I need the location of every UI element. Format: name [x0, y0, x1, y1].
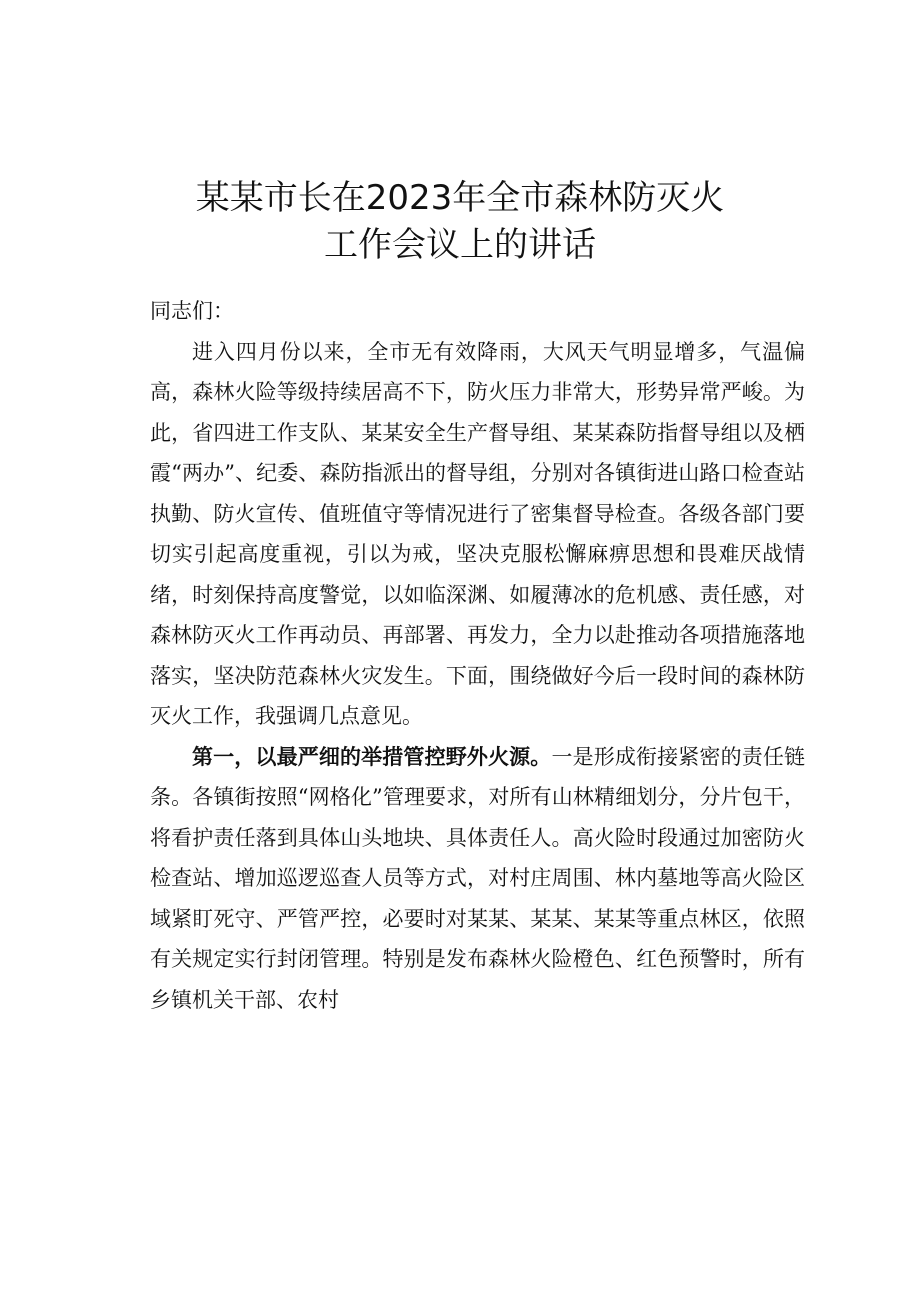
document-title — [120, 175, 800, 269]
paragraph-2 — [150, 737, 805, 1021]
title-line-2: 工作会议上的讲话 — [324, 224, 596, 265]
paragraph-1: 进入四月份以来，全市无有效降雨，大风天气明显增多，气温偏高，森林火险等级持续居高不下，防火压力非常大，形势异常严峻。为此，省四进工作支队、某某安全生产督导组、某某森防指督导组以及栖霞“两办”、纪委、森防指派出的督导组，分别对各镇街进山路口检查站执勤、防火宣传、值班值守等情况进行了密集督导检查。各级各部门要切实引起高度重视，引以为戒，坚决克服松懈麻痹思想和畏难厌战情绪，时刻保持高度警觉，以如临深渊、如履薄冰的危机感、责任感，对森林防灭火工作再动员、再部署、再发力，全力以赴推动各项措施落地落实，坚决防范森林火灾发生。下面，围绕做好今后一段时间的森林防灭火工作，我强调几点意见。 — [150, 339, 805, 728]
paragraph-2-body: 一是形成衔接紧密的责任链条。各镇街按照“网格化”管理要求，对所有山林精细划分，分片包干，将看护责任落到具体山头地块、具体责任人。高火险时段通过加密防火检查站、增加巡逻巡查人员等方式，对村庄周围、林内墓地等高火险区域紧盯死守、严管严控，必要时对某某、某某、某某等重点林区，依照有关规定实行封闭管理。特别是发布森林火险橙色、红色预警时，所有乡镇机关干部、农村 — [150, 744, 806, 1012]
document-body — [150, 291, 805, 1020]
salutation: 同志们： — [150, 299, 234, 323]
paragraph-2-lead: 第一，以最严细的举措管控野外火源。 — [192, 743, 552, 769]
title-line-1: 某某市长在2023年全市森林防灭火 — [195, 177, 725, 218]
